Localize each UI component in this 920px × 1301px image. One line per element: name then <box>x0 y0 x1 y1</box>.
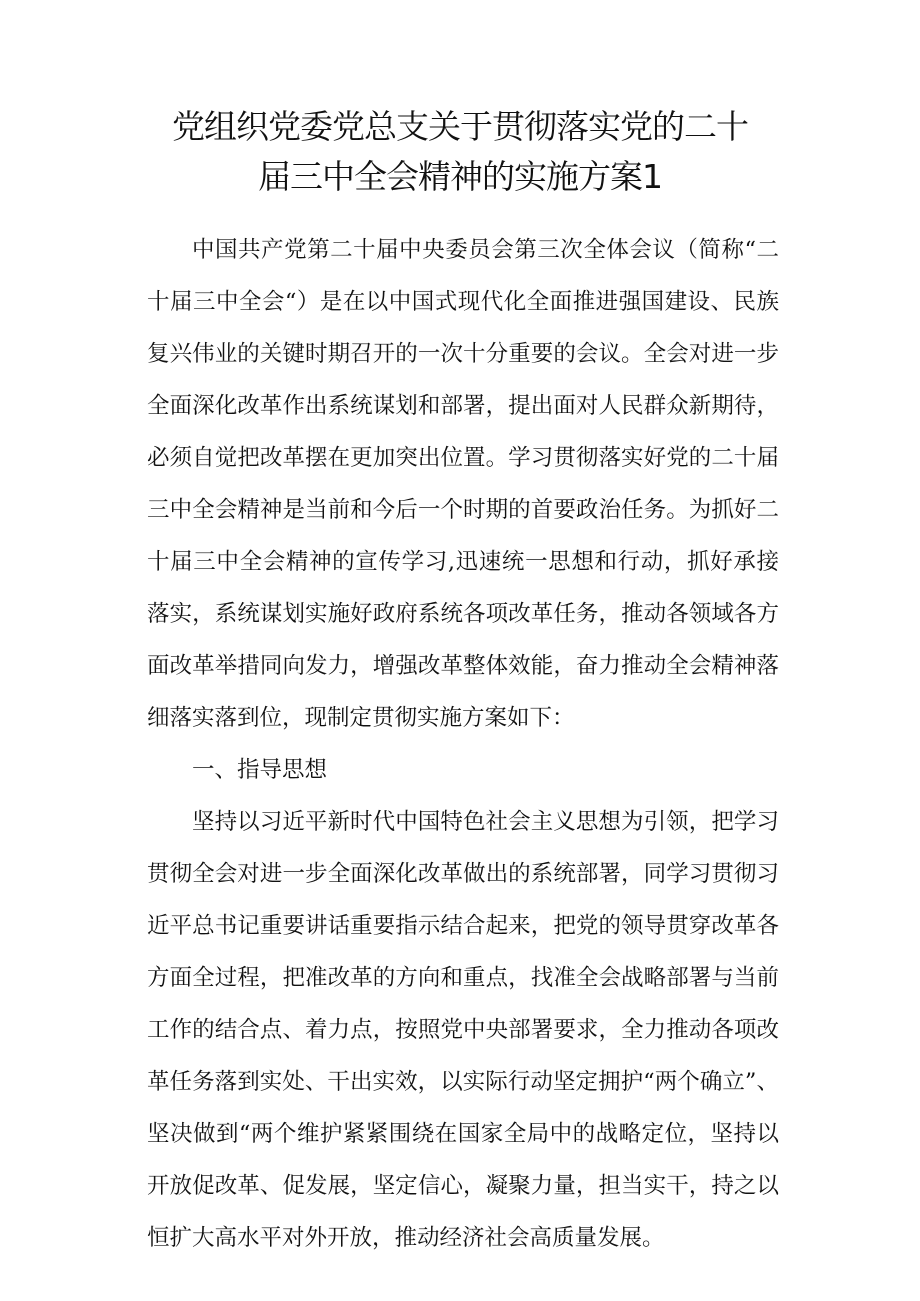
guiding-ideology-paragraph: 坚持以习近平新时代中国特色社会主义思想为引领，把学习贯彻全会对进一步全面深化改革做出的系统部署，同学习贯彻习近平总书记重要讲话重要指示结合起来，把党的领导贯穿改革各方面全过程，把准改革的方向和重点，找准全会战略部署与当前工作的结合点、着力点，按照党中央部署要求，全力推动各项改革任务落到实处、干出实效，以实际行动坚定拥护“两个确立”、坚决做到“两个维护紧紧围绕在国家全局中的战略定位，坚持以开放促改革、促发展，坚定信心，凝聚力量，担当实干，持之以恒扩大高水平对外开放，推动经济社会高质量发展。 <box>147 809 779 1251</box>
section-heading-guiding-ideology: 一、指导思想 <box>192 757 328 783</box>
title-line-2: 届三中全会精神的实施方案1 <box>258 157 662 196</box>
document-title <box>0 102 920 202</box>
document-body <box>147 224 779 1264</box>
title-line-1: 党组织党委党总支关于贯彻落实党的二十 <box>172 107 748 146</box>
intro-paragraph: 中国共产党第二十届中央委员会第三次全体会议（简称“二十届三中全会“）是在以中国式现代化全面推进强国建设、民族复兴伟业的关键时期召开的一次十分重要的会议。全会对进一步全面深化改革作出系统谋划和部署，提出面对人民群众新期待，必须自觉把改革摆在更加突出位置。学习贯彻落实好党的二十届三中全会精神是当前和今后一个时期的首要政治任务。为抓好二十届三中全会精神的宣传学习,迅速统一思想和行动，抓好承接落实，系统谋划实施好政府系统各项改革任务，推动各领域各方面改革举措同向发力，增强改革整体效能，奋力推动全会精神落细落实落到位，现制定贯彻实施方案如下： <box>147 237 779 731</box>
